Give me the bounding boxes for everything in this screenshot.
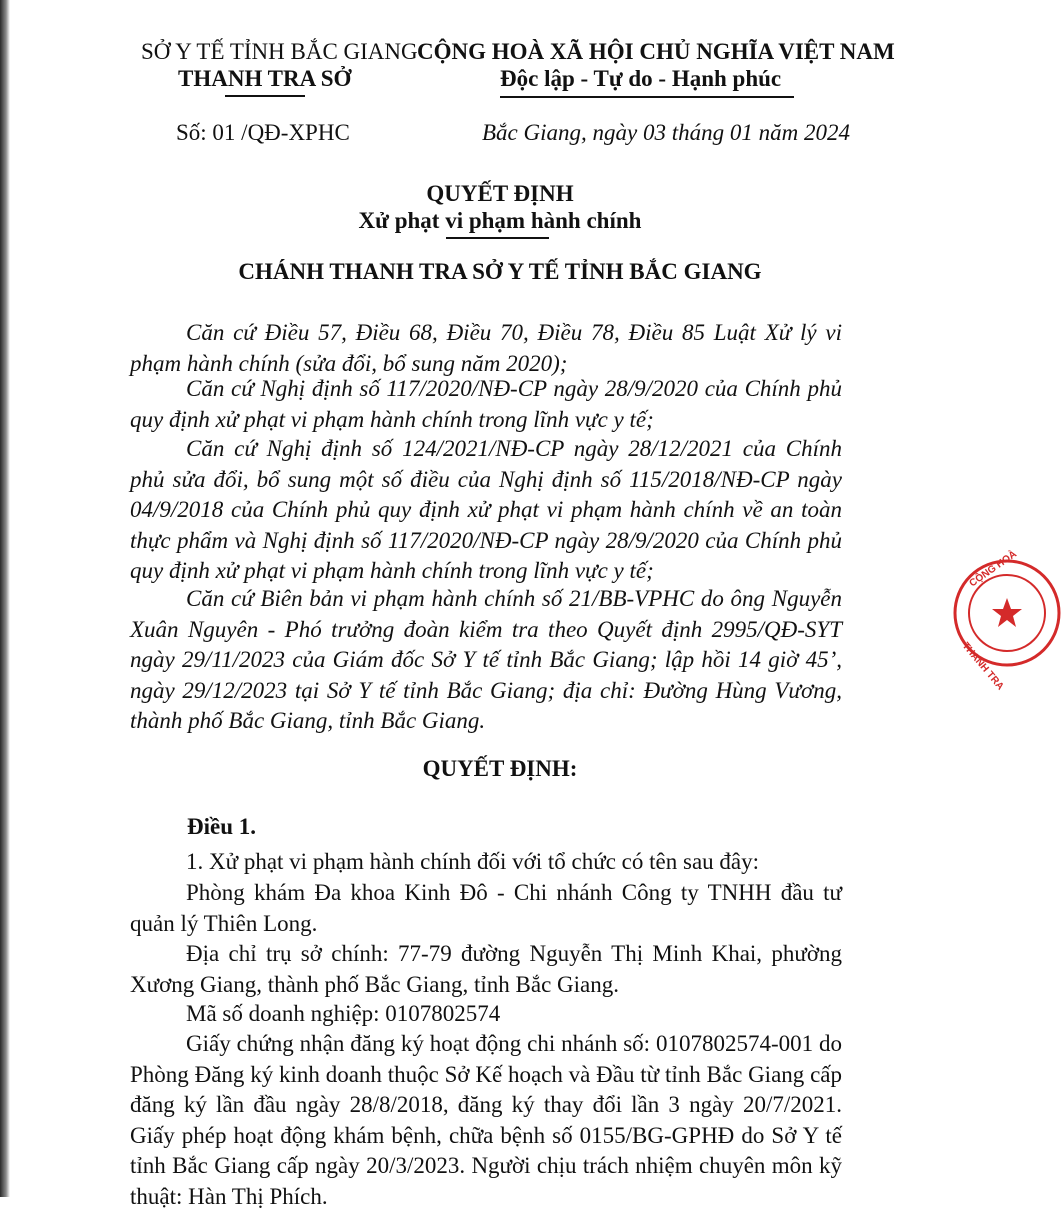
document-subject: Xử phạt vi phạm hành chính	[358, 208, 642, 233]
seal-text-top: CỘNG HOÀ	[967, 548, 1019, 590]
organization-name: Phòng khám Đa khoa Kinh Đô - Chi nhánh Công ty TNHH đầu tư quản lý Thiên Long.	[130, 880, 842, 936]
nation-name: CỘNG HOÀ XÃ HỘI CHỦ NGHĨA VIỆT NAM	[417, 39, 895, 64]
motto: Độc lập - Tự do - Hạnh phúc	[500, 66, 782, 91]
agency-parent: SỞ Y TẾ TỈNH BẮC GIANG	[141, 39, 418, 64]
organization-address: Địa chỉ trụ sở chính: 77-79 đường Nguyễn Thị Minh Khai, phường Xương Giang, thành phố Bắc Giang, tỉnh Bắc Giang.	[130, 941, 842, 997]
legal-basis-4: Căn cứ Biên bản vi phạm hành chính số 21/BB-VPHC do ông Nguyễn Xuân Nguyên - Phó trưởng đoàn kiểm tra theo Quyết định 2995/QĐ-SYT ngày 29/11/2023 của Giám đốc Sở Y tế tỉnh Bắc Giang; lập hồi 14 giờ 45’, ngày 29/12/2023 tại Sở Y tế tỉnh Bắc Giang; địa chỉ: Đường Hùng Vương, thành phố Bắc Giang, tỉnh Bắc Giang.	[130, 586, 842, 733]
document-number: Số: 01 /QĐ-XPHC	[176, 120, 350, 145]
issuing-authority: CHÁNH THANH TRA SỞ Y TẾ TỈNH BẮC GIANG	[238, 259, 762, 284]
motto-underline	[500, 96, 794, 98]
place-date: Bắc Giang, ngày 03 tháng 01 năm 2024	[482, 120, 850, 145]
legal-basis-3: Căn cứ Nghị định số 124/2021/NĐ-CP ngày 28/12/2021 của Chính phủ sửa đổi, bổ sung một số điều của Nghị định số 115/2018/NĐ-CP ngày 04/9/2018 của Chính phủ quy định xử phạt vi phạm hành chính về an toàn thực phẩm và Nghị định số 117/2020/NĐ-CP ngày 28/9/2020 của Chính phủ quy định xử phạt vi phạm hành chính trong lĩnh vực y tế;	[130, 436, 842, 583]
seal-text-side: THANH TRA	[959, 640, 1006, 693]
agency-underline	[225, 95, 305, 97]
license-details: Giấy chứng nhận đăng ký hoạt động chi nhánh số: 0107802574-001 do Phòng Đăng ký kinh doanh thuộc Sở Kế hoạch và Đầu từ tỉnh Bắc Giang cấp đăng ký lần đầu ngày 28/8/2018, đăng ký thay đổi lần 3 ngày 20/7/2021. Giấy phép hoạt động khám bệnh, chữa bệnh số 0155/BG-GPHĐ do Sở Y tế tỉnh Bắc Giang cấp ngày 20/3/2023. Người chịu trách nhiệm chuyên môn kỹ thuật: Hàn Thị Phích.	[130, 1031, 842, 1209]
article-1-item-1: 1. Xử phạt vi phạm hành chính đối với tổ chức có tên sau đây:	[186, 849, 760, 874]
document-title: QUYẾT ĐỊNH	[426, 181, 574, 206]
tax-code: Mã số doanh nghiệp: 0107802574	[186, 1001, 501, 1026]
legal-basis-1: Căn cứ Điều 57, Điều 68, Điều 70, Điều 78, Điều 85 Luật Xử lý vi phạm hành chính (sửa đổi, bổ sung năm 2020);	[130, 320, 842, 376]
agency-name: THANH TRA SỞ	[178, 66, 352, 91]
subject-underline	[446, 237, 549, 239]
official-seal	[952, 548, 1062, 693]
article-1-heading: Điều 1.	[187, 814, 256, 839]
decision-heading: QUYẾT ĐỊNH:	[422, 756, 578, 781]
legal-basis-2: Căn cứ Nghị định số 117/2020/NĐ-CP ngày 28/9/2020 của Chính phủ quy định xử phạt vi phạm hành chính trong lĩnh vực y tế;	[130, 376, 842, 432]
